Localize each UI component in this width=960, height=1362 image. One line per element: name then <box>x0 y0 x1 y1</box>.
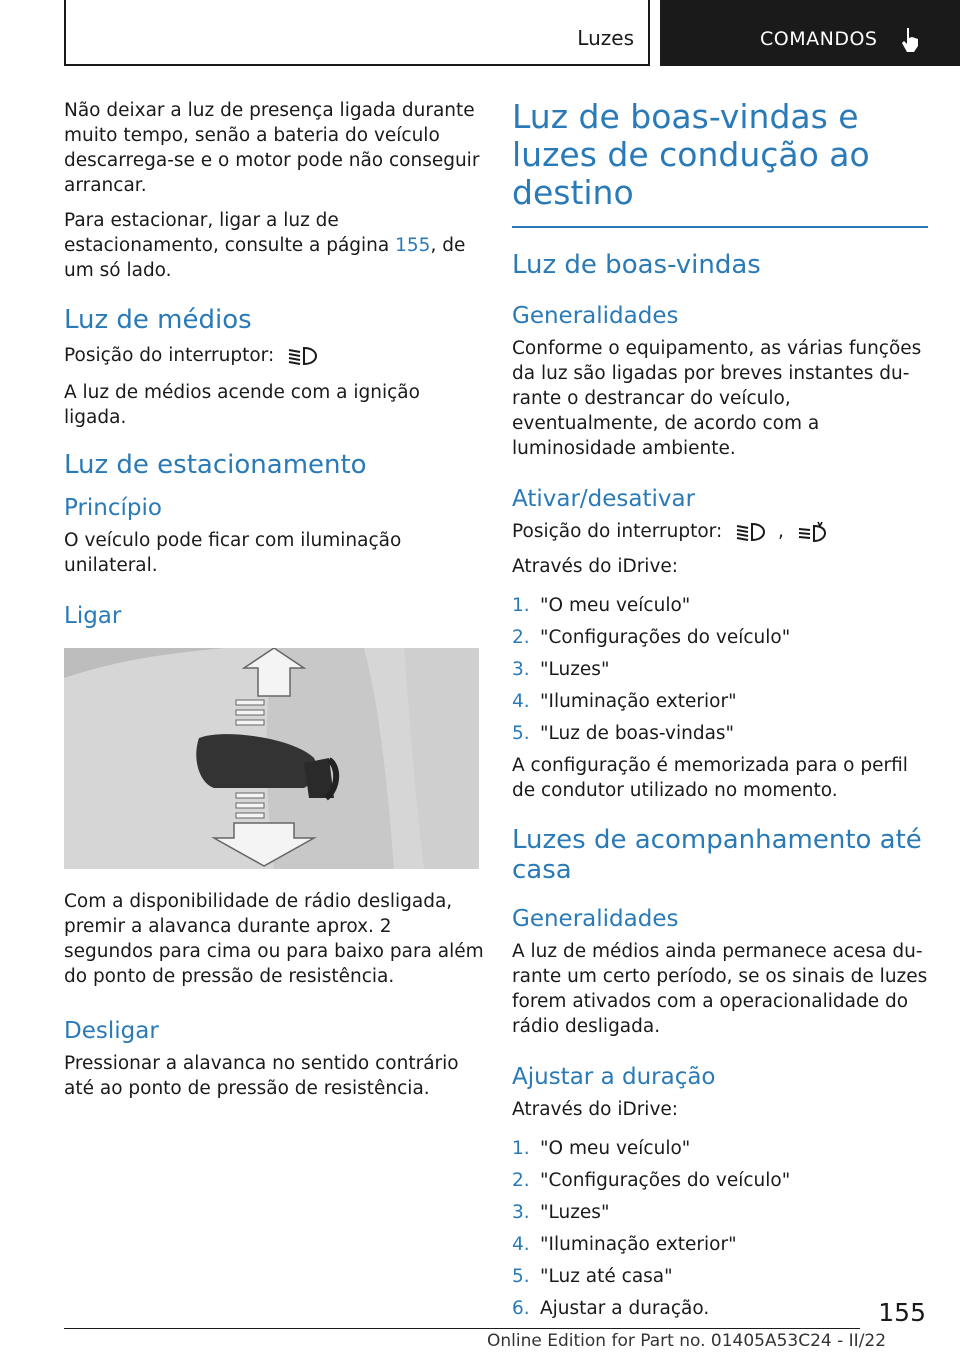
heading-ligar: Ligar <box>64 603 122 629</box>
pointing-hand-icon <box>898 26 922 54</box>
switch-position-line: Posição do interruptor: <box>64 343 484 368</box>
left-column <box>64 98 484 1111</box>
principio-text: O veículo pode ficar com iluminação unilateral. <box>64 530 402 576</box>
list-item <box>512 1296 932 1321</box>
intro-paragraph: Não deixar a luz de presença ligada durante muito tempo, senão a bateria do veículo descarrega-se e o motor pode não conseguir arrancar. <box>64 100 480 196</box>
list-item <box>512 1168 932 1193</box>
low-beam-text: A luz de médios acende com a ignição ligada. <box>64 382 420 428</box>
list-item <box>512 657 932 682</box>
auto-headlight-icon <box>796 521 828 543</box>
list-item <box>512 593 932 618</box>
turn-signal-lever-figure <box>64 648 479 869</box>
list-item-text: "O meu veículo" <box>540 594 691 616</box>
footer-rule <box>64 1328 860 1329</box>
list-item <box>512 625 932 650</box>
heading-rule <box>512 226 928 228</box>
list-item-number: 5. <box>512 1265 530 1287</box>
generalidades-2-text: A luz de médios ainda permanece acesa durante um certo período, se os sinais de luzes forem ativados com a operacionalidade do rádio desligada. <box>512 940 928 1037</box>
header-chapter-box <box>660 0 960 66</box>
list-item-text: "Iluminação exterior" <box>540 690 737 712</box>
list-item-text: Ajustar a duração. <box>540 1297 710 1319</box>
list-item-text: "Luzes" <box>540 1201 610 1223</box>
ligar-text: Com a disponibilidade de rádio desligada, premir a alavanca durante aprox. 2 segundos para cima ou para baixo para além do ponto de pressão de resistência. <box>64 891 484 987</box>
header-section-title: Luzes <box>577 26 634 50</box>
idrive-steps-list-1 <box>512 593 932 746</box>
via-idrive-1: Através do iDrive: <box>512 555 679 577</box>
list-item-text: "Iluminação exterior" <box>540 1233 737 1255</box>
lever-illustration <box>64 648 479 869</box>
heading-luzes-acompanhamento: Luzes de acompanhamento até casa <box>512 824 922 885</box>
desligar-text: Pressionar a alavanca no sentido contrário até ao ponto de pressão de resistência. <box>64 1053 459 1099</box>
list-item-text: "Luz de boas-vindas" <box>540 722 735 744</box>
list-item-number: 3. <box>512 658 530 680</box>
heading-luz-de-medios: Luz de médios <box>64 305 252 335</box>
right-column <box>512 98 932 1328</box>
list-item-number: 2. <box>512 626 530 648</box>
list-item-number: 4. <box>512 1233 530 1255</box>
footer-edition: Online Edition for Part no. 01405A53C24 - II/22 <box>487 1331 887 1351</box>
heading-luz-de-boas-vindas: Luz de boas-vindas <box>512 249 761 280</box>
low-beam-icon <box>286 345 318 367</box>
via-idrive-2: Através do iDrive: <box>512 1098 679 1120</box>
parking-reference-paragraph: Para estacionar, ligar a luz de estacionamento, consulte a página 155, de um só lado. <box>64 210 466 281</box>
heading-luz-de-estacionamento: Luz de estacionamento <box>64 450 367 480</box>
list-item-text: "O meu veículo" <box>540 1137 691 1159</box>
idrive-steps-list-2 <box>512 1136 932 1321</box>
page-link[interactable]: 155 <box>395 235 431 256</box>
heading-desligar: Desligar <box>64 1018 159 1044</box>
heading-principio: Princípio <box>64 495 162 521</box>
list-item <box>512 1264 932 1289</box>
list-item-text: "Configurações do veículo" <box>540 1169 791 1191</box>
heading-generalidades-1: Generalidades <box>512 302 679 329</box>
list-item <box>512 1136 932 1161</box>
switch-separator: , <box>777 520 784 542</box>
header-section-box <box>64 0 650 66</box>
list-item-number: 4. <box>512 690 530 712</box>
list-item-text: "Luz até casa" <box>540 1265 673 1287</box>
header-chapter-title: COMANDOS <box>760 28 878 50</box>
list-item <box>512 721 932 746</box>
memo-text: A configuração é memorizada para o perfil de condutor utilizado no momento. <box>512 754 908 801</box>
list-item <box>512 689 932 714</box>
list-item-number: 2. <box>512 1169 530 1191</box>
list-item-number: 1. <box>512 1137 530 1159</box>
list-item-number: 1. <box>512 594 530 616</box>
generalidades-1-text: Conforme o equipamento, as várias funções da luz são ligadas por breves instantes durante o destrancar do veículo, eventualmente, de acordo com a luminosidade ambiente. <box>512 337 922 459</box>
switch-position-line-right: Posição do interruptor: , <box>512 519 932 544</box>
page-number: 155 <box>878 1298 926 1327</box>
heading-ajustar-duracao: Ajustar a duração <box>512 1063 716 1090</box>
list-item-number: 3. <box>512 1201 530 1223</box>
heading-generalidades-2: Generalidades <box>512 905 679 932</box>
list-item-number: 5. <box>512 722 530 744</box>
list-item <box>512 1232 932 1257</box>
list-item <box>512 1200 932 1225</box>
list-item-text: "Luzes" <box>540 658 610 680</box>
heading-ativar-desativar: Ativar/desativar <box>512 485 696 512</box>
list-item-text: "Configurações do veículo" <box>540 626 791 648</box>
heading-welcome-lights: Luz de boas-vindas e luzes de condução ao destino <box>512 97 870 212</box>
list-item-number: 6. <box>512 1297 530 1319</box>
low-beam-icon <box>734 521 766 543</box>
